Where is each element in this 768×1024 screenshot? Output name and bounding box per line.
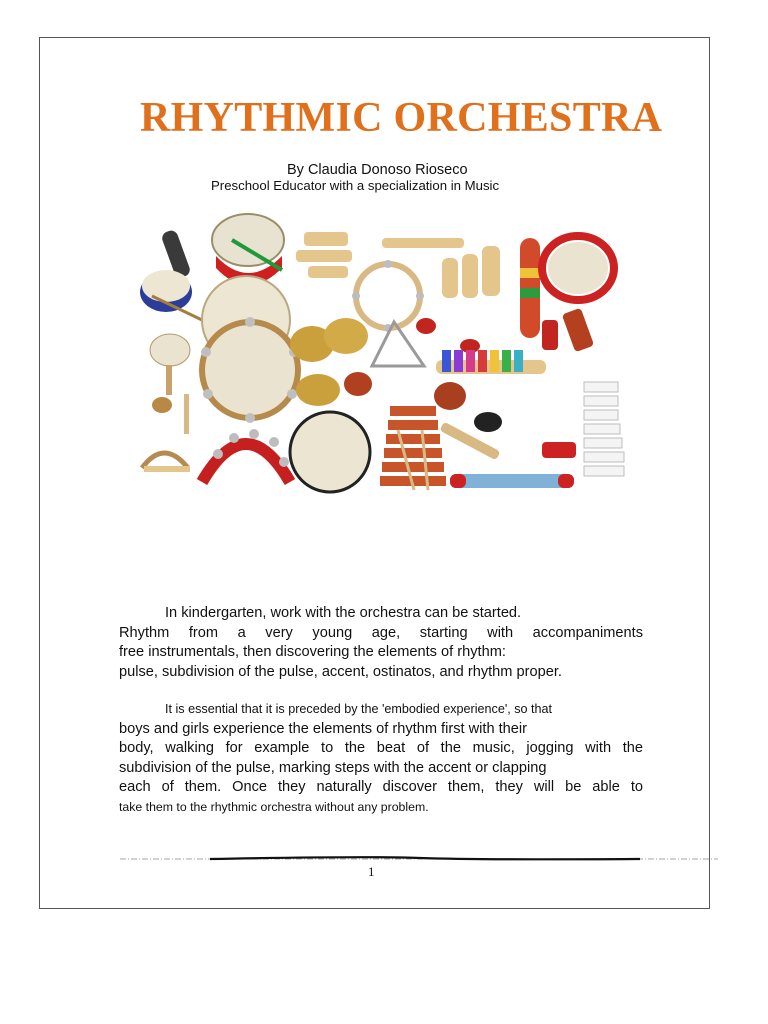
- author-line: By Claudia Donoso Rioseco: [287, 162, 468, 178]
- paragraph-1-line: Rhythm from a very young age, starting with accompaniments: [119, 624, 643, 641]
- paragraph-1-line: In kindergarten, work with the orchestra can be started.: [165, 605, 522, 621]
- paragraph-1-line: pulse, subdivision of the pulse, accent, ostinatos, and rhythm proper.: [119, 663, 562, 680]
- paragraph-2-line: take them to the rhythmic orchestra without any problem.: [119, 799, 429, 814]
- paragraph-2-line: each of them. Once they naturally discover them, they will be able to: [119, 779, 643, 795]
- paragraph-2-line: It is essential that it is preceded by the 'embodied experience', so that: [165, 702, 553, 716]
- author-role: Preschool Educator with a specialization in Music: [211, 178, 500, 193]
- paragraph-2-line: body, walking for example to the beat of the music, jogging with the: [119, 740, 643, 756]
- paragraph-2-line: subdivision of the pulse, marking steps with the accent or clapping: [119, 759, 547, 776]
- paragraph-2: [119, 700, 643, 817]
- paragraph-1: [119, 604, 643, 682]
- paragraph-2-line: boys and girls experience the elements of rhythm first with their: [119, 720, 527, 737]
- instruments-illustration: [132, 210, 634, 505]
- footer-divider: [120, 855, 718, 863]
- document-title: RHYTHMIC ORCHESTRA: [140, 95, 663, 141]
- paragraph-1-line: free instrumentals, then discovering the elements of rhythm:: [119, 644, 506, 660]
- page-number: 1: [368, 864, 375, 879]
